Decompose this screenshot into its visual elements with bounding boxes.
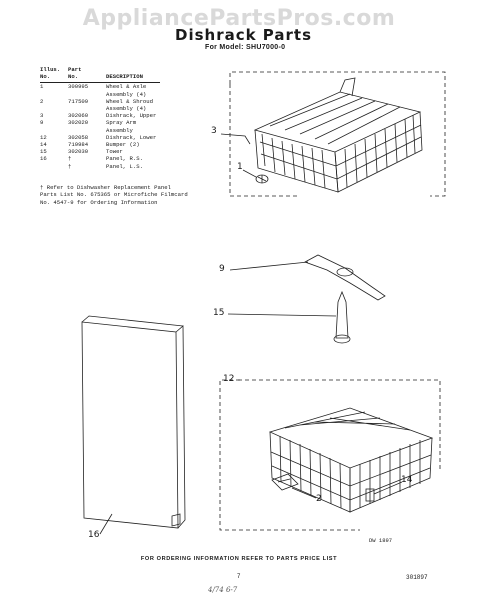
cell-part: 717509	[68, 97, 89, 105]
callout-3: 3	[211, 126, 217, 136]
cell-illus: 16	[40, 155, 47, 163]
handwritten-note: 4/74 6-7	[208, 586, 238, 594]
cell-illus: 2	[40, 97, 44, 105]
cell-description: Tower	[106, 148, 123, 156]
cell-description: Spray Arm Assembly	[106, 119, 137, 134]
cell-part: 302020	[68, 119, 89, 127]
callout-9: 9	[219, 264, 225, 274]
cell-description: Dishrack, Lower	[106, 133, 157, 141]
drawing-number: DW 1897	[369, 537, 393, 544]
cell-illus: 3	[40, 112, 44, 120]
cell-part: 302060	[68, 112, 89, 120]
spray-arm	[305, 255, 385, 300]
cell-part: 719984	[68, 141, 89, 149]
ordering-note: FOR ORDERING INFORMATION REFER TO PARTS PRICE LIST	[140, 556, 338, 562]
cell-description: Wheel & Axle Assembly (4)	[106, 83, 147, 98]
lower-dishrack	[270, 408, 432, 512]
callout-1: 1	[237, 162, 243, 172]
callout-12: 12	[223, 374, 235, 384]
upper-dishrack	[255, 78, 422, 192]
tower-part	[334, 292, 350, 343]
col-header-illus: Illus. No.	[40, 66, 61, 81]
callout-2: 2	[316, 494, 322, 504]
callout-14: 14	[401, 475, 413, 485]
callout-15: 15	[213, 308, 225, 318]
page-title: Dishrack Parts	[175, 26, 313, 44]
page-number: 7	[237, 574, 241, 580]
cell-illus: 1	[40, 83, 44, 91]
cell-part: †	[68, 155, 72, 163]
cell-description: Panel, R.S.	[106, 155, 143, 163]
watermark: AppliancePartsPros.com	[82, 6, 396, 31]
col-header-part: Part No.	[68, 66, 82, 81]
cell-description: Wheel & Shroud Assembly (4)	[106, 97, 153, 113]
callout-16: 16	[88, 530, 100, 540]
cell-description: Dishrack, Upper	[106, 112, 157, 120]
cell-description: Panel, L.S.	[106, 162, 143, 170]
cell-illus: 12	[40, 133, 47, 141]
cell-description: Bumper (2)	[106, 141, 140, 149]
cell-illus: 9	[40, 119, 44, 127]
cell-part: 302030	[68, 148, 89, 156]
cell-part: 302058	[68, 133, 89, 141]
cell-part: †	[68, 162, 72, 170]
side-panel	[82, 316, 185, 528]
cell-illus: 14	[40, 141, 47, 149]
cell-illus: 15	[40, 148, 47, 156]
footnote-line: No. 4547-9 for Ordering Information	[40, 198, 158, 206]
model-label: For Model: SHU7000-0	[205, 44, 286, 51]
page-code: 301897	[406, 574, 428, 581]
col-header-description: DESCRIPTION	[106, 73, 143, 81]
footnote-line: † Refer to Dishwasher Replacement Panel	[40, 184, 171, 191]
wheel-axle-part	[256, 175, 268, 183]
cell-part: 300995	[68, 83, 89, 91]
footnote-line: Parts List No. 675365 or Microfiche Filmcard	[40, 191, 188, 199]
